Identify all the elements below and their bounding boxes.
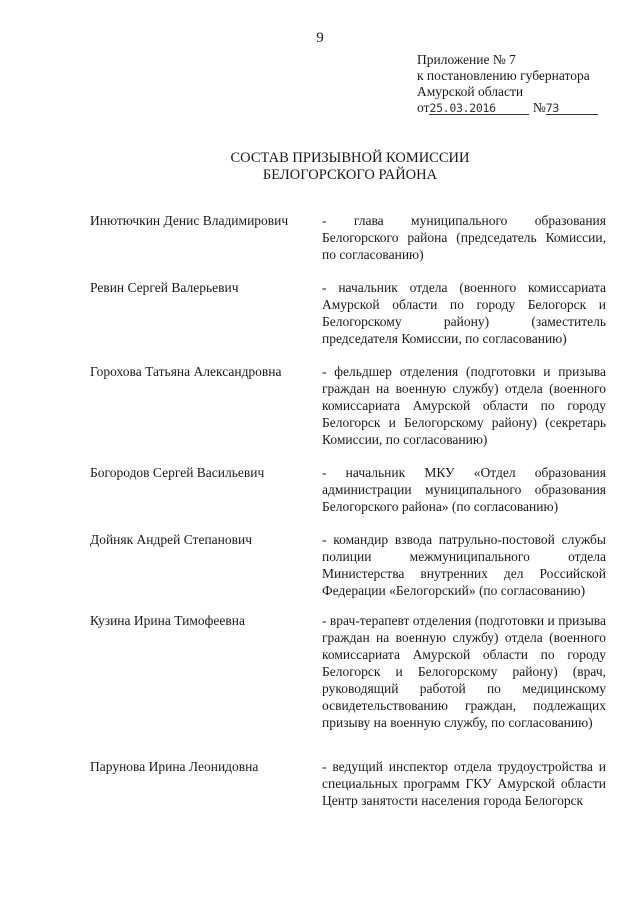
- commission-members: [90, 212, 610, 809]
- title-line-2: БЕЛОГОРСКОГО РАЙОНА: [262, 167, 438, 183]
- member-role: - начальник отдела (военного комиссариата Амурской области по городу Белогорск и Белогорскому району) (заместитель председателя Комиссии, по согласованию): [322, 280, 606, 346]
- number-prefix: №: [532, 100, 546, 115]
- member-role: - глава муниципального образования Белогорского района (председатель Комиссии, по согласованию): [322, 213, 606, 262]
- member-role: - начальник МКУ «Отдел образования администрации муниципального образования Белогорского района» (по согласованию): [322, 465, 606, 514]
- member-role: - ведущий инспектор отдела трудоустройства и специальных программ ГКУ Амурской области Центр занятости населения города Белогорск: [322, 759, 606, 808]
- member-name: Богородов Сергей Васильевич: [90, 465, 265, 480]
- member-name: Дойняк Андрей Степанович: [90, 532, 253, 547]
- page-number: 9: [316, 30, 324, 46]
- member-row: [90, 758, 610, 809]
- appendix-line-1: Приложение № 7: [417, 52, 516, 67]
- member-row: [90, 464, 610, 531]
- date-prefix: от: [417, 100, 430, 115]
- member-row: [90, 612, 610, 758]
- number-underline: [546, 102, 598, 115]
- date-value: 25.03.2016: [429, 101, 496, 115]
- member-role: - командир взвода патрульно-постовой службы полиции межмуниципального отдела Министерства внутренних дел Российской Федерации «Белогорский» (по согласованию): [322, 532, 606, 598]
- member-name: Горохова Татьяна Александровна: [90, 364, 282, 379]
- member-role: - фельдшер отделения (подготовки и призыва граждан на военную службу) отдела (военного комиссариата Амурской области по городу Белогорск и Белогорскому району) (секретарь Комиссии, по согласованию): [322, 364, 606, 447]
- member-name: Инютючкин Денис Владимирович: [90, 213, 289, 228]
- member-row: [90, 363, 610, 464]
- member-role: - врач-терапевт отделения (подготовки и призыва граждан на военную службу) отдела (военного комиссариата Амурской области по городу Белогорск и Белогорскому району) (врач, руководящий работой по медицинскому освидетельствованию граждан, подлежащих призыву на военную службу, по согласованию): [322, 613, 606, 730]
- document-title: [0, 150, 640, 184]
- member-row: [90, 531, 610, 612]
- member-name: Ревин Сергей Валерьевич: [90, 280, 239, 295]
- member-row: [90, 279, 610, 363]
- appendix-line-3: Амурской области: [417, 84, 524, 99]
- member-row: [90, 212, 610, 279]
- date-underline: [429, 102, 529, 115]
- appendix-date-line: [417, 100, 598, 116]
- member-name: Кузина Ирина Тимофеевна: [90, 613, 245, 628]
- member-name: Парунова Ирина Леонидовна: [90, 759, 259, 774]
- number-value: 73: [545, 101, 559, 115]
- title-line-1: СОСТАВ ПРИЗЫВНОЙ КОМИССИИ: [230, 150, 470, 166]
- appendix-header: [417, 52, 598, 116]
- appendix-line-2: к постановлению губернатора: [417, 68, 590, 83]
